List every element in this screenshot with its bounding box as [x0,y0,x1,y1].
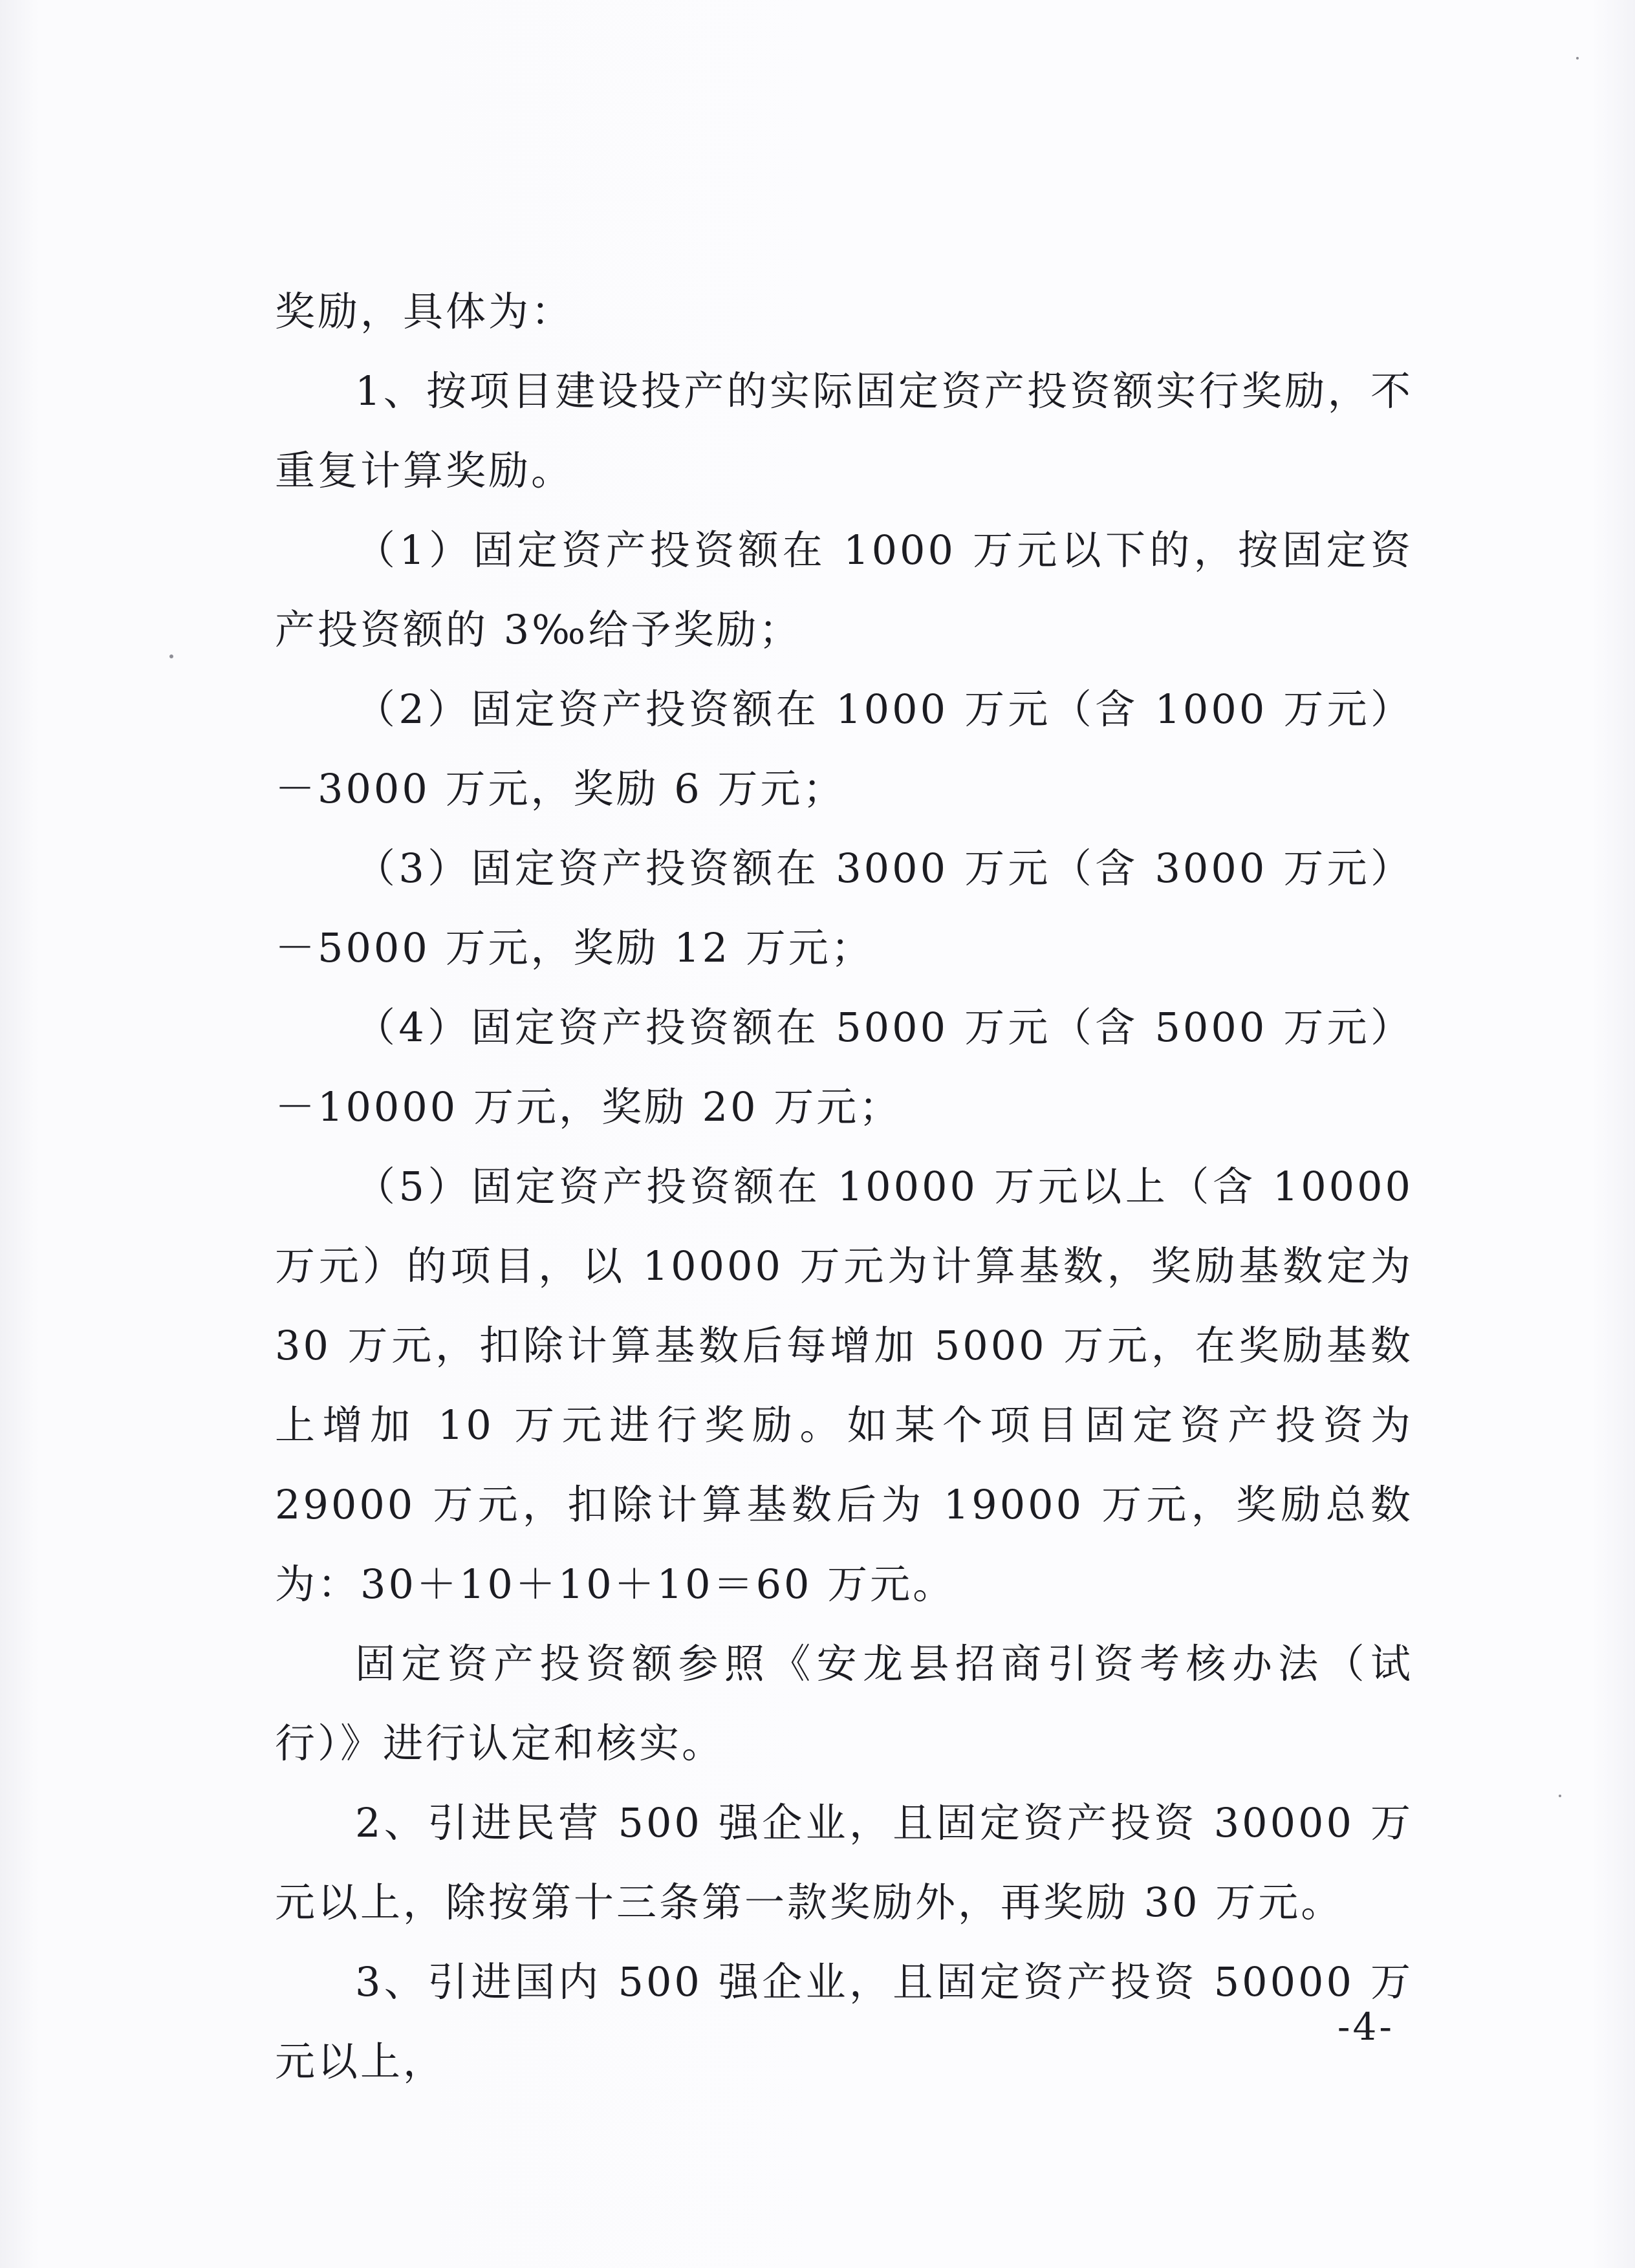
paragraph-reference: 固定资产投资额参照《安龙县招商引资考核办法（试行）》进行认定和核实。 [275,1640,1413,1767]
paragraph-intro: 奖励，具体为： [275,288,574,335]
paragraph-subitem-1: （1）固定资产投资额在 1000 万元以下的，按固定资产投资额的 3‰给予奖励； [275,526,1413,653]
paragraph-subitem-5: （5）固定资产投资额在 10000 万元以上（含 10000 万元）的项目，以 10000 万元为计算基数，奖励基数定为 30 万元，扣除计算基数后每增加 5000 万元，在奖励基数上增加 10 万元进行奖励。如某个项目固定资产投资为 29000 万元，扣除计算基数后为 19000 万元，奖励总数为：30＋10＋10＋10＝60 万元。 [275,1163,1413,1608]
page-number: -4- [1337,2005,1394,2049]
paragraph-subitem-3: （3）固定资产投资额在 3000 万元（含 3000 万元）－5000 万元，奖励 12 万元； [275,845,1413,971]
scan-speck [169,654,173,658]
paragraph-item-2: 2、引进民营 500 强企业，且固定资产投资 30000 万元以上，除按第十三条第一款奖励外，再奖励 30 万元。 [275,1799,1413,1926]
scan-speck [1559,1795,1561,1797]
scan-speck [1576,57,1579,59]
paragraph-subitem-4: （4）固定资产投资额在 5000 万元（含 5000 万元）－10000 万元，奖励 20 万元； [275,1004,1413,1130]
paragraph-item-1: 1、按项目建设投产的实际固定资产投资额实行奖励，不重复计算奖励。 [275,367,1413,494]
paragraph-item-3: 3、引进国内 500 强企业，且固定资产投资 50000 万元以上， [275,1958,1413,2085]
document-body [275,272,1413,2101]
paragraph-subitem-2: （2）固定资产投资额在 1000 万元（含 1000 万元）－3000 万元，奖励 6 万元； [275,686,1413,812]
